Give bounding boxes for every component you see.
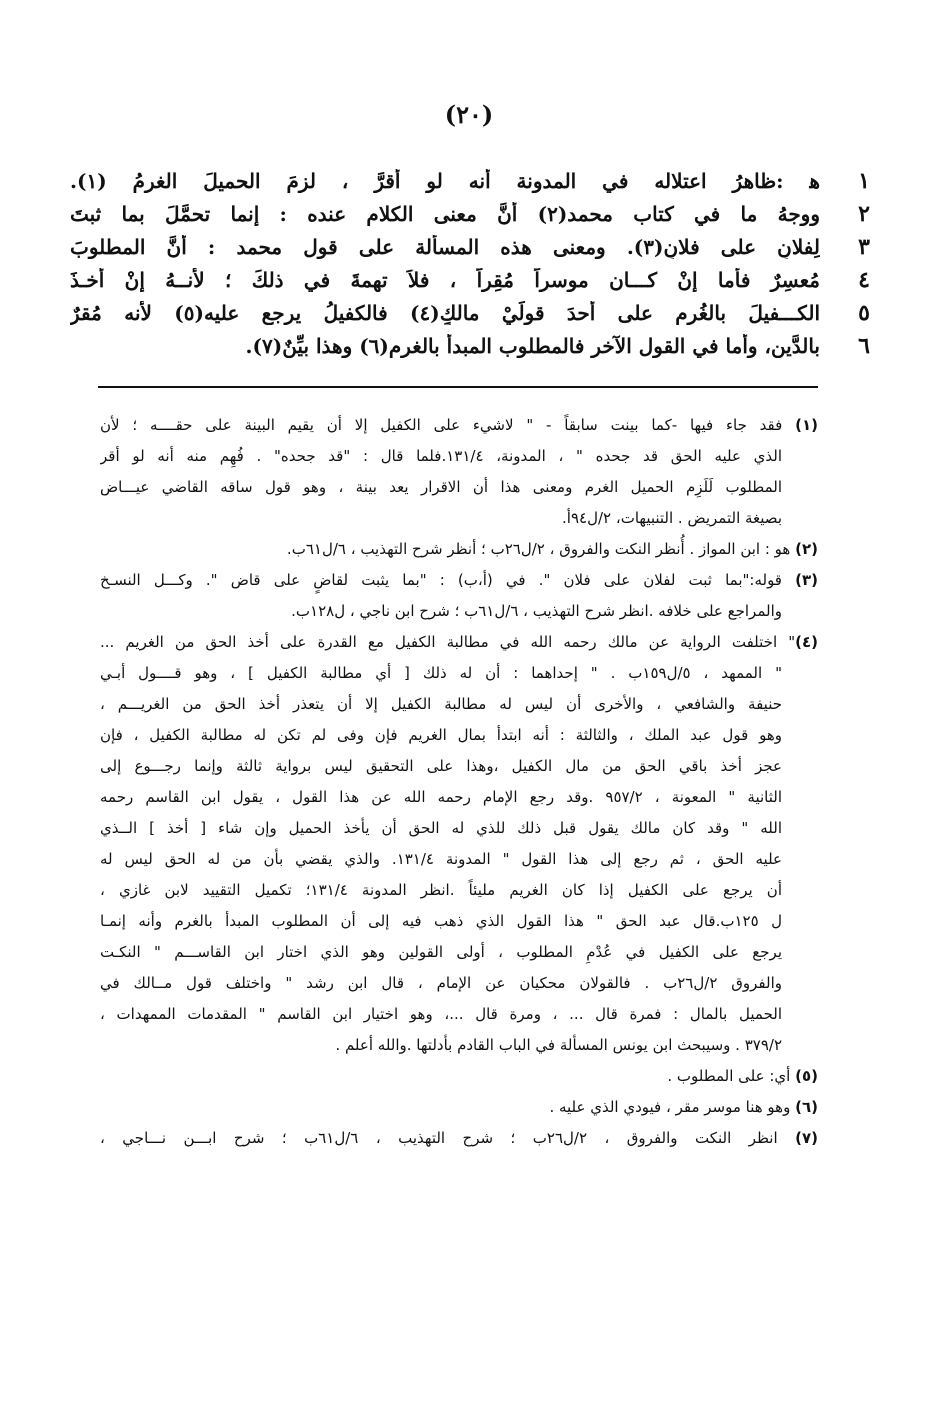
footnote-text: انظر النكت والفروق ، ٢/ل٢٦ب ؛ شرح التهذيب ، ٦/ل٦١ب ؛ شرح ابـــن نـــاجي ،	[100, 1129, 778, 1147]
footnote-line: ل ١٢٥ب.قال عبد الحق " هذا القول الذي ذهب فيه إلى أن المطلوب المبدأ بالغرم وأنه إنمـا	[100, 912, 782, 930]
footnote-mark: (١)	[795, 416, 818, 434]
footnote-line	[100, 565, 818, 596]
line-number: ٢	[858, 201, 870, 227]
line-number: ٣	[858, 234, 870, 260]
footnote-5	[100, 1061, 818, 1092]
footnote-line: " الممهد ، ٥/ل١٥٩ب . " إحداهما : أن له ذلك [ أي مطالبة الكفيل ] ، وهو قــــول أبـي	[100, 664, 782, 682]
footnote-line: يرجع على الكفيل في عُدْمِ المطلوب ، أولى القولين وهو الذي اختار ابن القاســـم " النكـت	[100, 943, 782, 961]
line-number: ٦	[858, 333, 870, 359]
footnotes-block	[100, 410, 818, 1154]
line-text: مُعسِرٌ فأما إنْ كـــان موسراً مُقِراً ، فلاَ تهمةَ في ذلكَ ؛ لأنــهُ إنْ أخـذَ	[70, 268, 820, 292]
page-number: (٢٠)	[444, 100, 494, 129]
footnote-line: بصيغة التمريض . التنبيهات، ٢/ل٩٤أ.	[562, 509, 782, 527]
footnote-mark: (٣)	[795, 571, 818, 589]
line-number: ٥	[858, 300, 870, 326]
main-line	[70, 267, 870, 300]
footnote-line: الثانية " المعونة ، ٩٥٧/٢ .وقد رجع الإمام رحمه الله عن هذا القول ، يقول ابن القاسم رحمه	[100, 788, 782, 806]
footnote-mark: (٤)	[795, 633, 818, 651]
footnote-line	[100, 1092, 818, 1123]
footnote-mark: (٢)	[795, 540, 818, 558]
footnote-text: وهو هنا موسر مقر ، فيودي الذي عليه .	[549, 1098, 791, 1116]
footnote-line: والمراجع على خلافه .انظر شرح التهذيب ، ٦/ل٦١ب ؛ شرح ابن ناجي ، ل١٢٨ب.	[291, 602, 782, 620]
line-number: ٤	[858, 267, 870, 293]
footnote-line: وهو قول عبد الملك ، والثالثة : أنه ابتدأ بمال الغريم فإن وفى لم تكن له مطالبة الكفيل ، فإن	[100, 726, 782, 744]
footnote-line: أن يرجع على الكفيل إذا كان الغريم مليئاً .انظر المدونة ١٣١/٤؛ تكميل التقييد لابن غازي ،	[100, 881, 782, 899]
line-text: الكـــفيلَ بالغُرمِ على أحدَ قولَيْ مالكٍ(٤) فالكفيلُ يرجع عليه(٥) لأنه مُقرٌ	[70, 301, 820, 325]
footnote-1	[100, 410, 818, 534]
main-line	[70, 333, 870, 366]
footnote-line	[100, 534, 818, 565]
footnote-line: المطلوب لَلَزِم الحميل الغرم ومعنى هذا أن الاقرار يعد بينة ، وهو قول ساقه القاضي عيـــاض	[100, 478, 782, 496]
main-line	[70, 201, 870, 234]
footnote-text: قوله:"بما ثبت لفلان على فلان ". في (أ،ب) : "بما يثبت لقاضٍ على قاض ". وكـــل النسـخ	[100, 571, 782, 589]
main-text-block	[70, 168, 870, 366]
footnote-mark: (٦)	[795, 1098, 818, 1116]
footnote-line: الله " وقد كان مالك يقول قبل ذلك للذي له الحق أن يأخذ الحميل وإن شاء [ أخذ ] الــذي	[100, 819, 782, 837]
footnote-7	[100, 1123, 818, 1154]
footnote-text: هو : ابن المواز . أُنظر النكت والفروق ، ٢/ل٢٦ب ؛ أنظر شرح التهذيب ، ٦/ل٦١ب.	[286, 540, 791, 558]
line-number: ١	[858, 168, 870, 194]
footnote-4	[100, 627, 818, 1061]
footnote-line: عجز أخذ باقي الحق من مال الكفيل ،وهذا على التحقيق ليس برواية ثالثة وإنما رجـــوع إلى	[100, 757, 782, 775]
line-text: ووجهُ ما في كتاب محمد(٢) أنَّ معنى الكلام عنده : إنما تحمَّلَ بما ثبتَ	[70, 202, 820, 226]
footnote-line: حنيفة والشافعي ، والأخرى أن ليس له مطالبة الكفيل إلا أن يتعذر أخذ الحق من الغريـــم ،	[100, 695, 782, 713]
footnote-line	[100, 410, 818, 441]
line-text: ﮬ :ظاهرُ اعتلاله في المدونة أنه لو أقرَّ ، لزِمَ الحميلَ الغرمُ (١).	[70, 169, 820, 193]
main-line	[70, 234, 870, 267]
footnote-line: عليه الحق ، ثم رجع إلى هذا القول " المدونة ١٣١/٤. والذي يقضي بأن من له الحق ليس له	[100, 850, 783, 868]
footnote-text: فقد جاء فيها -كما بينت سابقاً - " لاشيء على الكفيل إلا أن يقيم البينة على حقــــه ؛ لأن	[100, 416, 783, 434]
footnote-line: الحميل بالمال : فمرة قال ... ، ومرة قال ...، وهو اختيار ابن القاسم " المقدمات الممهدات ،	[100, 1005, 782, 1023]
footnote-mark: (٧)	[795, 1129, 818, 1147]
footnote-line: والفروق ٢/ل٢٦ب . فالقولان محكيان عن الإمام ، قال ابن رشد " واختلف قول مــالك في	[100, 974, 782, 992]
main-line	[70, 300, 870, 333]
footnote-line	[100, 1061, 818, 1092]
footnote-text: أي: على المطلوب .	[667, 1067, 791, 1085]
line-text: بالدَّينِ، وأما في القول الآخرِ فالمطلوب المبدأُ بالغرمِ(٦) وهذا بيِّنٌ(٧).	[245, 334, 820, 358]
footnote-line	[100, 1123, 818, 1154]
footnote-line: ٣٧٩/٢ . وسيبحث ابن يونس المسألة في الباب القادم بأدلتها .والله أعلم .	[335, 1036, 782, 1054]
main-line	[70, 168, 870, 201]
line-text: لِفلانٍ على فلانٍ(٣). ومعنى هذه المسألة على قول محمد : أنَّ المطلوبَ	[70, 235, 820, 259]
footnote-6	[100, 1092, 818, 1123]
footnote-separator	[98, 386, 818, 388]
footnote-line	[100, 627, 818, 658]
footnote-2	[100, 534, 818, 565]
footnote-3	[100, 565, 818, 627]
footnote-line: الذي عليه الحق قد جحده " ، المدونة، ١٣١/٤.فلما قال : "قد جحده" . فُهِم منه أنه لو أقر	[100, 447, 782, 465]
footnote-text: " اختلفت الرواية عن مالك رحمه الله في مطالبة الكفيل مع القدرة على أخذ الحق من الغريم ...	[100, 633, 796, 651]
footnote-mark: (٥)	[795, 1067, 818, 1085]
